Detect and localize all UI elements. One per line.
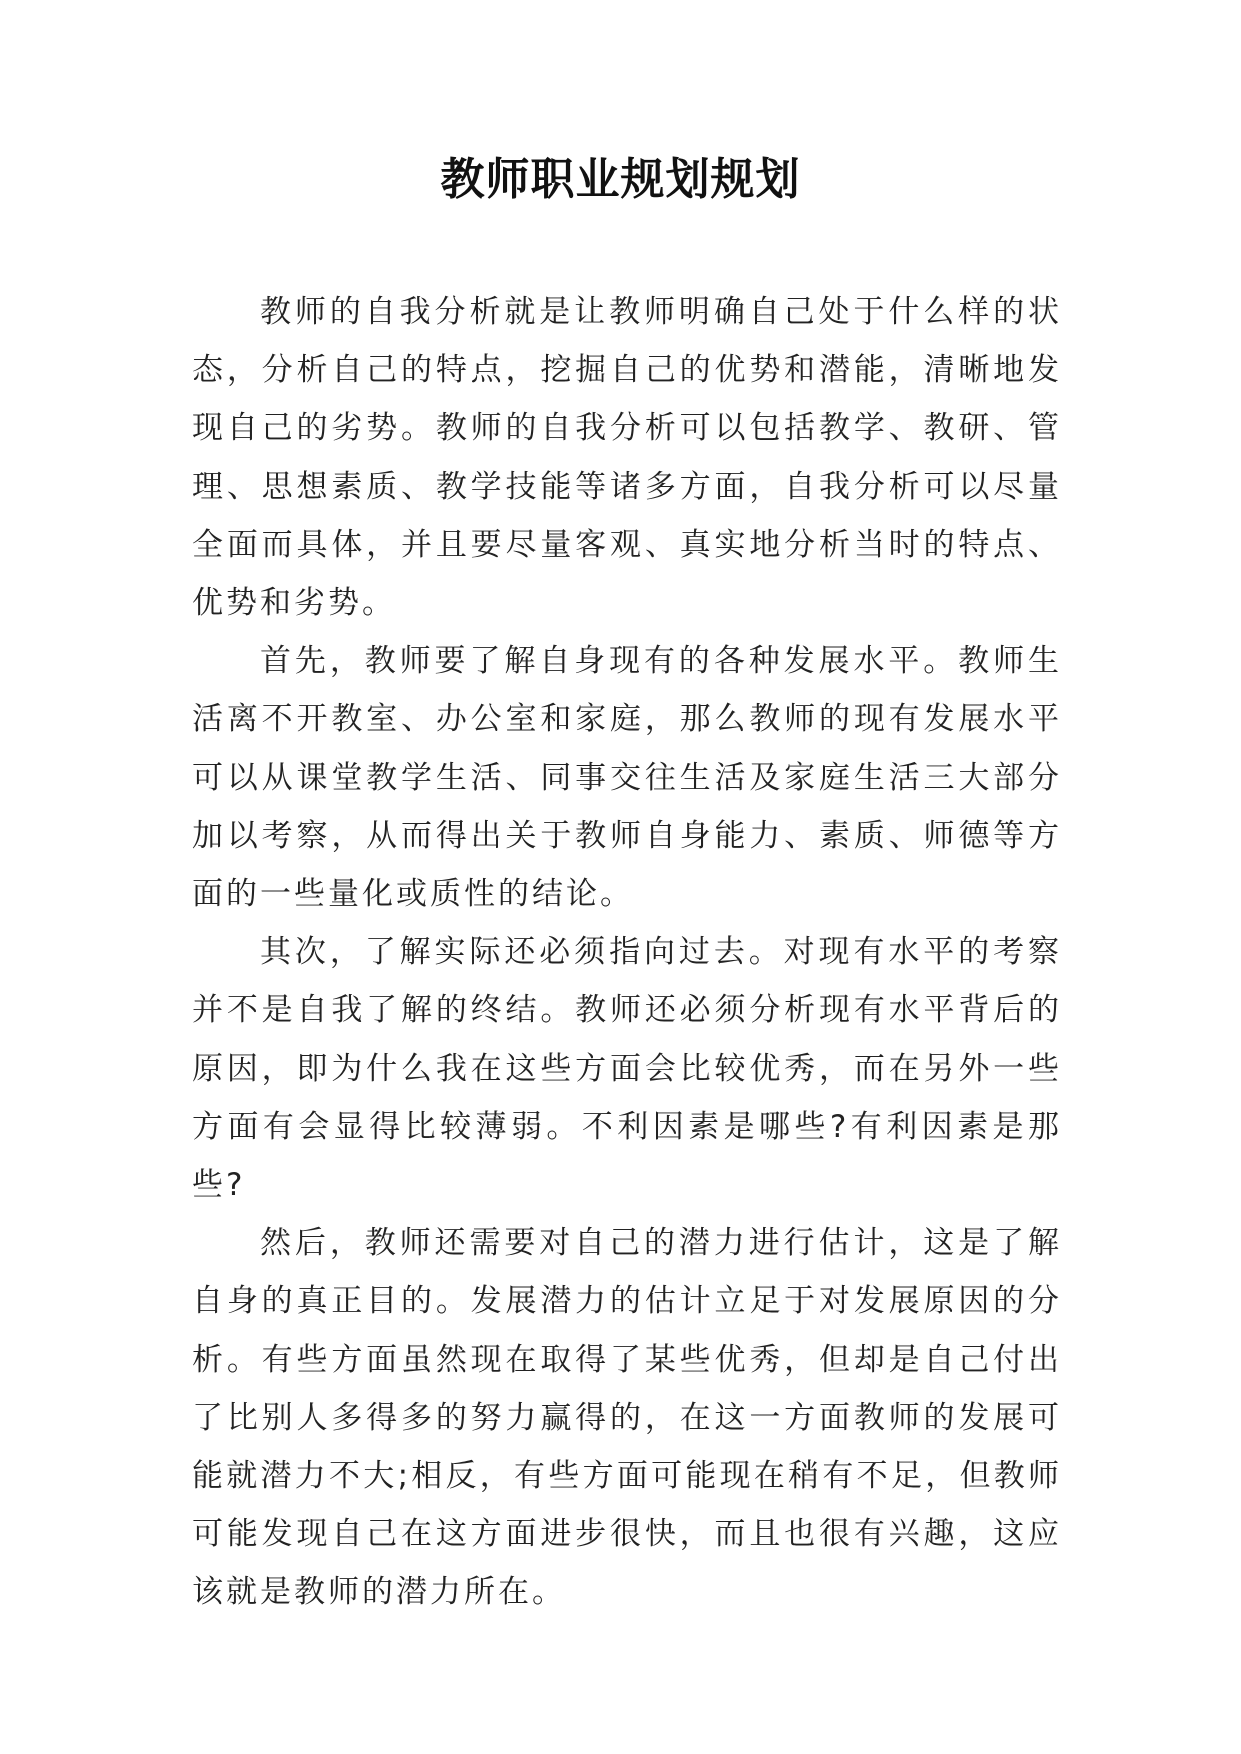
- paragraph-2: 首先，教师要了解自身现有的各种发展水平。教师生活离不开教室、办公室和家庭，那么教师的现有发展水平可以从课堂教学生活、同事交往生活及家庭生活三大部分加以考察，从而得出关于教师自身能力、素质、师德等方面的一些量化或质性的结论。: [192, 643, 1062, 913]
- paragraph-3: 其次，了解实际还必须指向过去。对现有水平的考察并不是自我了解的终结。教师还必须分析现有水平背后的原因，即为什么我在这些方面会比较优秀，而在另外一些方面有会显得比较薄弱。不利因素是哪些?有利因素是那些?: [192, 934, 1062, 1204]
- document-body: [192, 283, 1062, 1622]
- paragraph-1: 教师的自我分析就是让教师明确自己处于什么样的状态，分析自己的特点，挖掘自己的优势和潜能，清晰地发现自己的劣势。教师的自我分析可以包括教学、教研、管理、思想素质、教学技能等诸多方面，自我分析可以尽量全面而具体，并且要尽量客观、真实地分析当时的特点、优势和劣势。: [192, 294, 1062, 622]
- paragraph-4: 然后，教师还需要对自己的潜力进行估计，这是了解自身的真正目的。发展潜力的估计立足于对发展原因的分析。有些方面虽然现在取得了某些优秀，但却是自己付出了比别人多得多的努力赢得的，在这一方面教师的发展可能就潜力不大;相反，有些方面可能现在稍有不足，但教师可能发现自己在这方面进步很快，而且也很有兴趣，这应该就是教师的潜力所在。: [192, 1225, 1062, 1611]
- document-title: 教师职业规划规划: [440, 154, 801, 205]
